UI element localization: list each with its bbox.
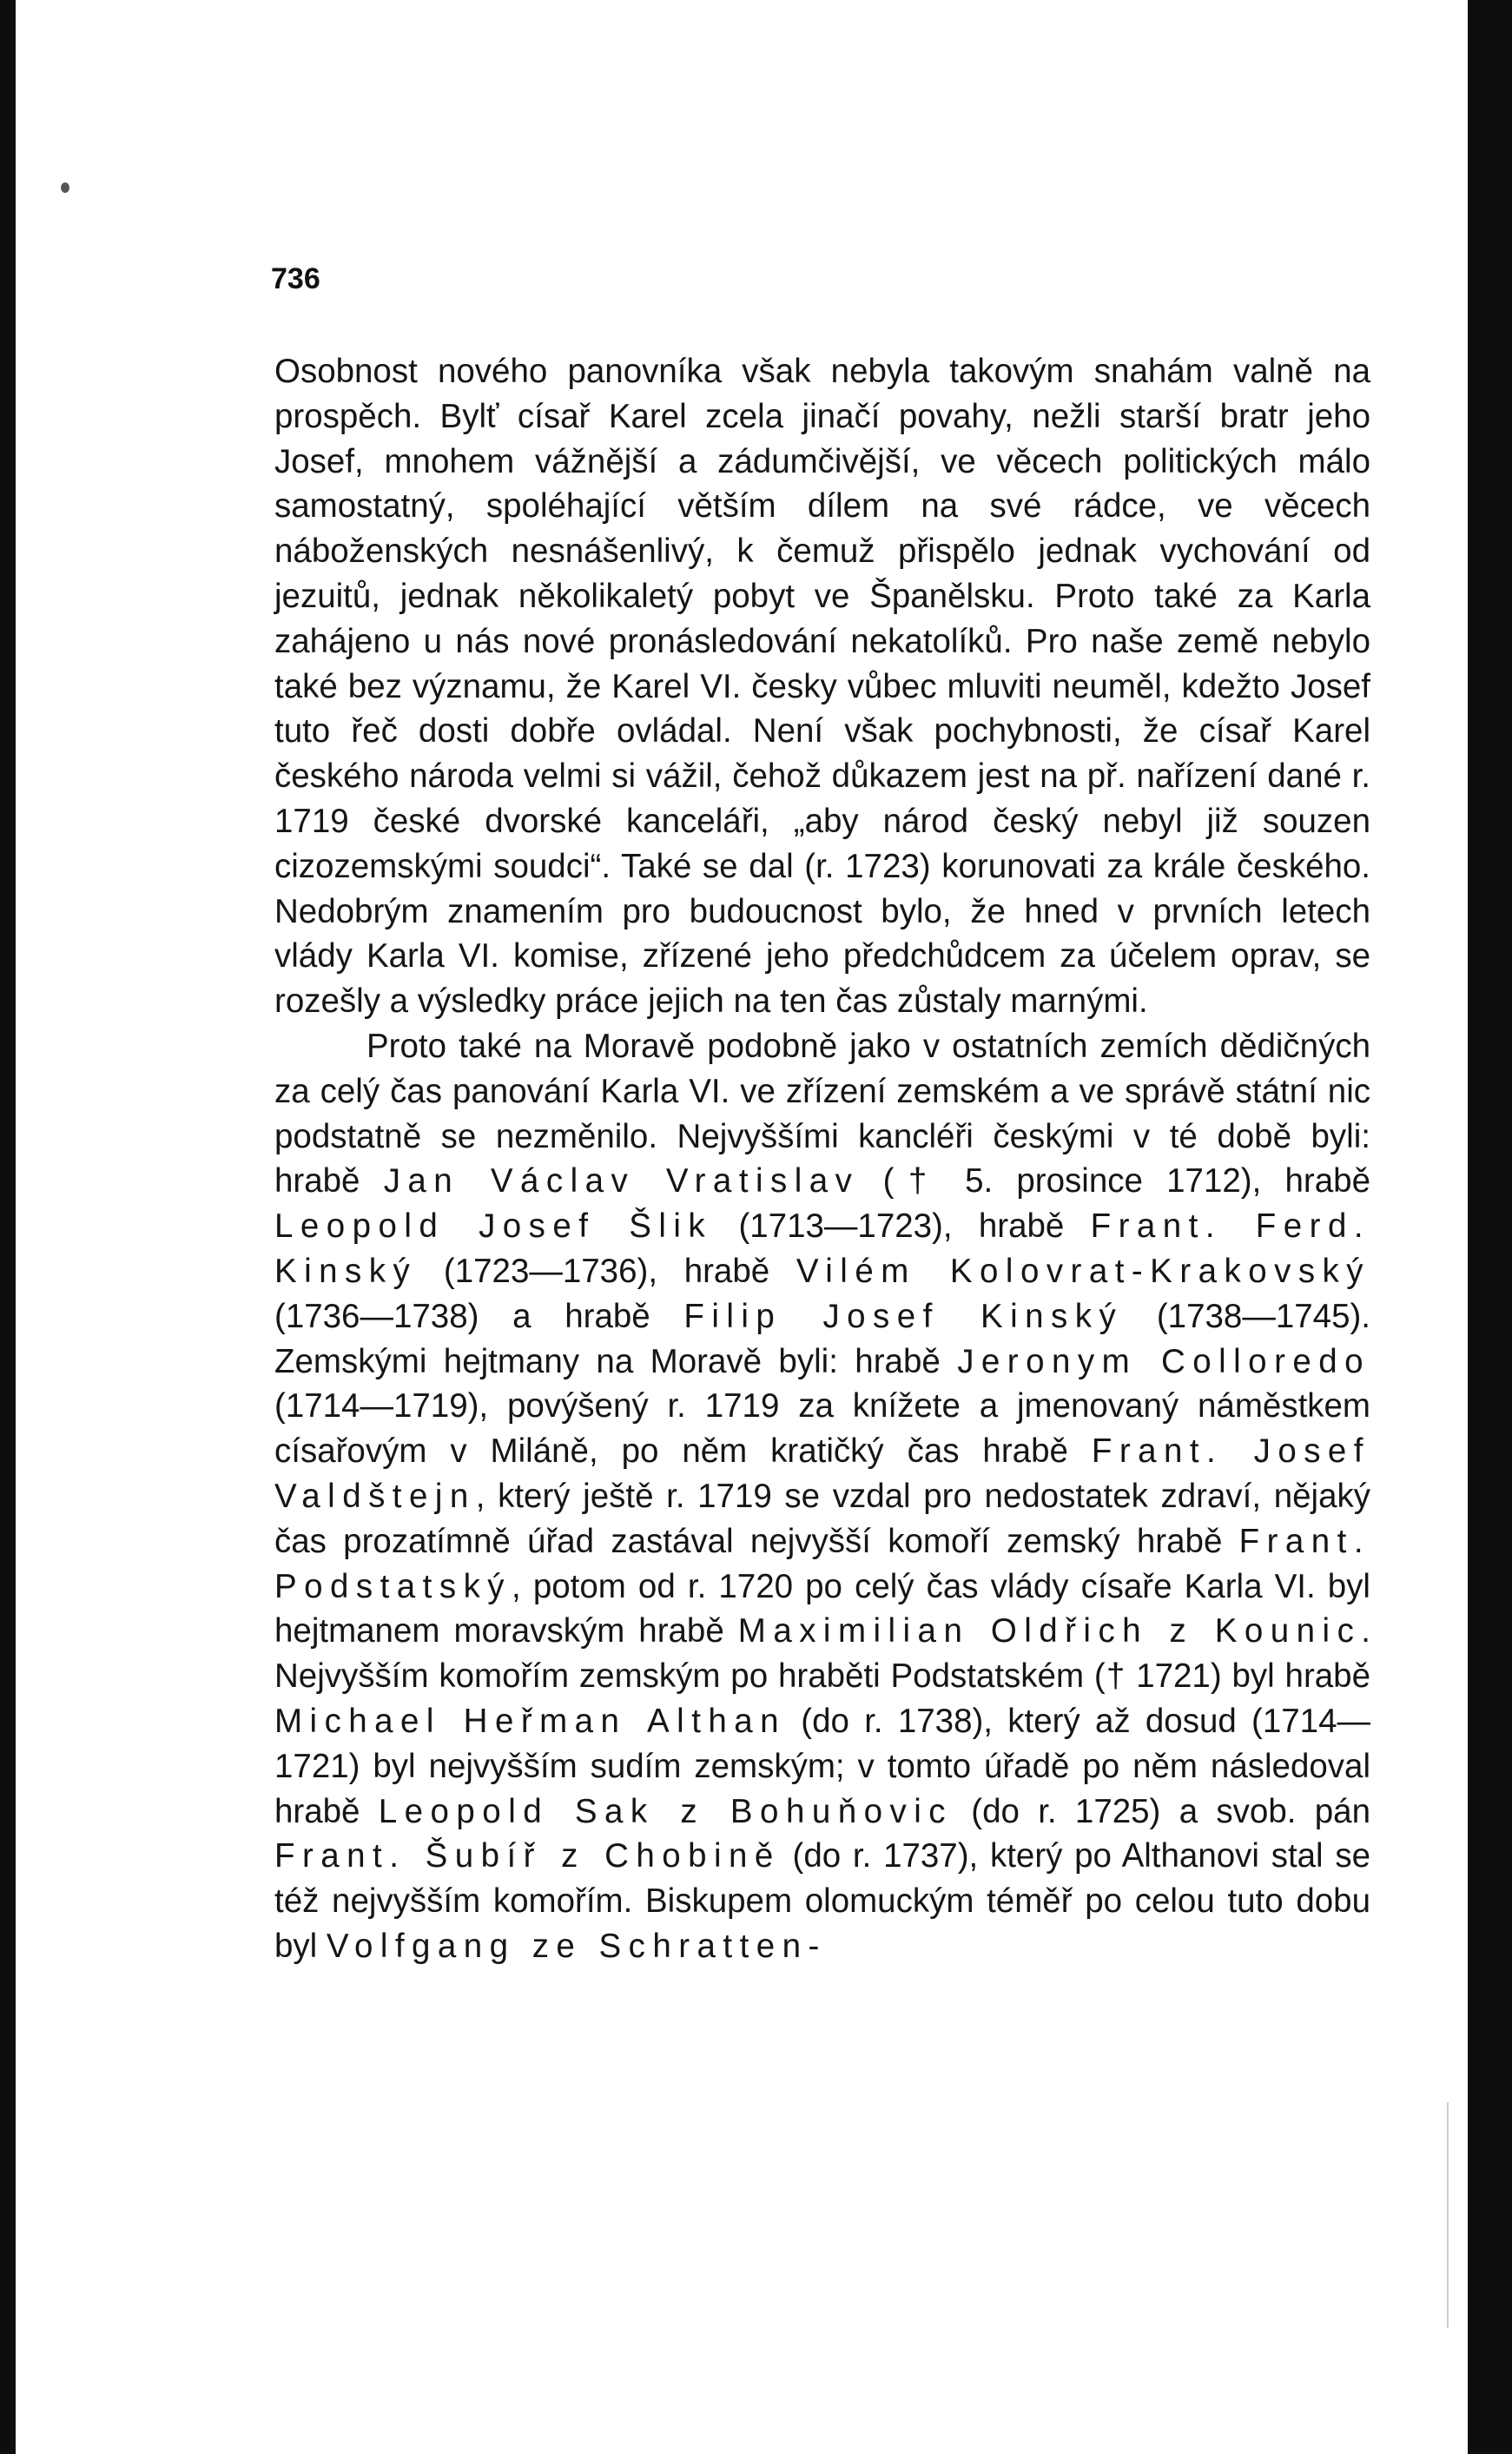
text-run: (do r. 1725) a svob. pán bbox=[952, 1792, 1370, 1830]
ink-speck bbox=[61, 182, 69, 193]
spaced-name: Frant. Josef Valdštejn bbox=[274, 1432, 1370, 1515]
text-run: , potom od r. 1720 po celý čas vlády císaře Karla VI. byl hejtmanem moravským hrabě bbox=[274, 1567, 1370, 1650]
spaced-name: Jeronym Colloredo bbox=[957, 1342, 1371, 1380]
text-run: (1738—1745). Zemskými hejtmany na Moravě byli: hrabě bbox=[274, 1297, 1370, 1380]
page-number: 736 bbox=[271, 262, 320, 295]
paragraph-1 bbox=[274, 349, 1370, 1024]
paragraph-2 bbox=[274, 1024, 1370, 1969]
text-run: . Nejvyšším komořím zemským po hraběti Podstatském († 1721) byl hrabě bbox=[274, 1612, 1370, 1696]
spaced-name: Volfgang ze Schratten- bbox=[326, 1927, 827, 1965]
spaced-name: Michael Heřman Althan bbox=[274, 1702, 787, 1740]
spaced-name: Frant. Ferd. Kinský bbox=[274, 1207, 1370, 1290]
spaced-name: Leopold Josef Šlik bbox=[274, 1207, 713, 1246]
spaced-name: Vilém Kolovrat-Krakovský bbox=[796, 1252, 1370, 1290]
spaced-name: Maximilian Oldřich z Kounic bbox=[737, 1612, 1362, 1650]
text-run: (1713—1723), hrabě bbox=[712, 1207, 1091, 1246]
text-run: (do r. 1738), který až dosud (1714—1721) byl nejvyšším sudím zemským; v tomto úřadě po něm následoval hrabě bbox=[274, 1702, 1370, 1830]
body-text bbox=[274, 349, 1370, 1969]
spaced-name: Filip Josef Kinský bbox=[683, 1297, 1124, 1335]
text-run: (1723—1736), hrabě bbox=[417, 1252, 796, 1290]
text-run: (1714—1719), povýšený r. 1719 za knížete a jmenovaný náměstkem císařovým v Miláně, po něm kratičký čas hrabě bbox=[274, 1387, 1370, 1471]
text-run: Proto také na Moravě podobně jako v ostatních zemích dědičných za celý čas panování Karla VI. ve zřízení zemském a ve správě státní nic podstatně se nezměnilo. Nejvyššími kancléři českými v té době byli: hrabě bbox=[274, 1027, 1370, 1201]
spaced-name: Jan Václav Vratislav bbox=[383, 1162, 860, 1201]
scan-artifact-line bbox=[1447, 2102, 1449, 2328]
spaced-name: Leopold Sak z Bohuňovic bbox=[378, 1792, 953, 1830]
text-run: (do r. 1737), který po Althanovi stal se též nejvyšším komořím. Biskupem olomuckým téměř po celou tuto dobu byl bbox=[274, 1837, 1371, 1965]
text-run: , který ještě r. 1719 se vzdal pro nedostatek zdraví, nějaký čas prozatímně úřad zastával nejvyšší komoří zemský hrabě bbox=[274, 1477, 1370, 1560]
text-run: (1736—1738) a hrabě bbox=[274, 1297, 684, 1335]
spaced-name: Frant. Podstatský bbox=[274, 1522, 1370, 1605]
text-run: Osobnost nového panovníka však nebyla takovým snahám valně na prospěch. Bylť císař Karel zcela jinačí povahy, nežli starší bratr jeho Josef, mnohem vážnější a zádumčivější, ve věcech politických málo samostatný, spoléhající větším dílem na své rádce, ve věcech náboženských nesnášenlivý, k čemuž přispělo jednak vychování od jezuitů, jednak několikaletý pobyt ve Španělsku. Proto také za Karla zahájeno u nás nové pronásledování nekatolíků. Pro naše země nebylo také bez významu, že Karel VI. česky vůbec mluviti neuměl, kdežto Josef tuto řeč dosti dobře ovládal. Není však pochybnosti, že císař Karel českého národa velmi si vážil, čehož důkazem jest na př. nařízení dané r. 1719 české dvorské kanceláři, „aby národ český nebyl již souzen cizozemskými soudci“. Také se dal (r. 1723) korunovati za krále českého. Nedobrým znamením pro budoucnost bylo, že hned v prvních letech vlády Karla VI. komise, zřízené jeho předchůdcem za účelem oprav, se rozešly a výsledky práce jejich na ten čas zůstaly marnými. bbox=[274, 353, 1370, 1021]
spaced-name: Frant. Šubíř z Chobině bbox=[274, 1837, 781, 1875]
text-run: († 5. prosince 1712), hrabě bbox=[859, 1162, 1370, 1201]
